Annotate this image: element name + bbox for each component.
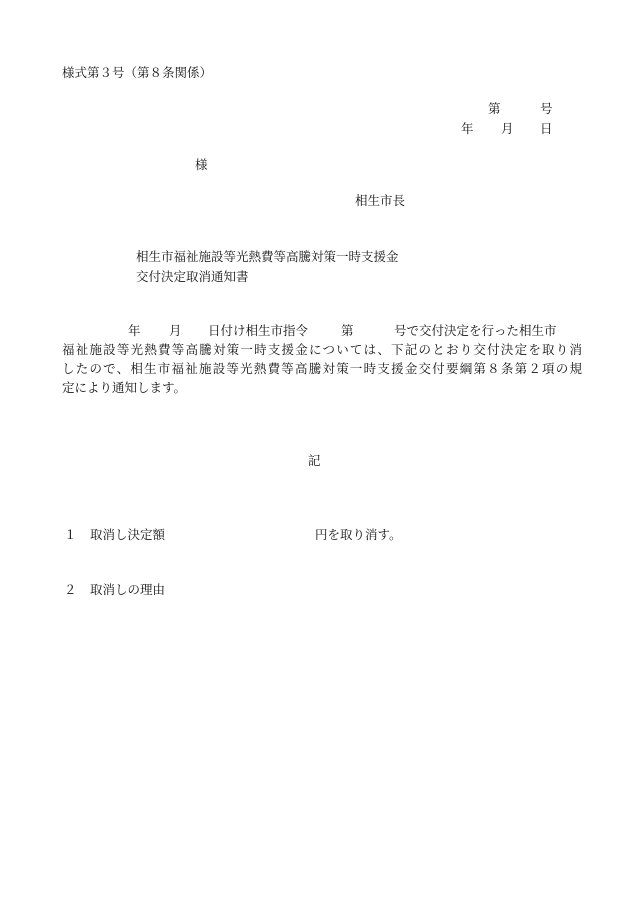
item-2-number: ２ <box>64 582 77 597</box>
body-line-4: 定により通知します。 <box>62 380 187 395</box>
title-line-2: 交付決定取消通知書 <box>136 269 249 284</box>
body-line-3: したので、相生市福祉施設等光熱費等高騰対策一時支援金交付要綱第８条第２項の規 <box>62 361 582 376</box>
issue-date-day: 日 <box>540 121 553 136</box>
item-1-label: 取消し決定額 <box>90 527 166 542</box>
issuer-name: 相生市長 <box>355 193 406 208</box>
item-1-value-suffix: 円を取り消す。 <box>315 527 402 542</box>
issue-number-dai: 第 <box>488 101 501 116</box>
body-line-2: 福祉施設等光熱費等高騰対策一時支援金については、下記のとおり交付決定を取り消 <box>62 342 582 357</box>
issue-number-go: 号 <box>540 101 553 116</box>
body-year: 年 <box>128 323 141 338</box>
body-month: 月 <box>169 323 182 338</box>
issue-date-month: 月 <box>501 121 514 136</box>
issue-date-year: 年 <box>461 121 474 136</box>
item-1-number: １ <box>64 527 77 542</box>
ki-heading: 記 <box>308 453 321 468</box>
form-label: 様式第３号（第８条関係） <box>62 65 213 80</box>
title-line-1: 相生市福祉施設等光熱費等高騰対策一時支援金 <box>136 249 399 264</box>
body-day-ref: 日付け相生市指令 <box>208 323 309 338</box>
item-2-label: 取消しの理由 <box>90 582 166 597</box>
addressee-suffix: 様 <box>195 157 208 172</box>
body-line1-tail: 号で交付決定を行った相生市 <box>394 323 557 338</box>
body-dai: 第 <box>341 323 354 338</box>
